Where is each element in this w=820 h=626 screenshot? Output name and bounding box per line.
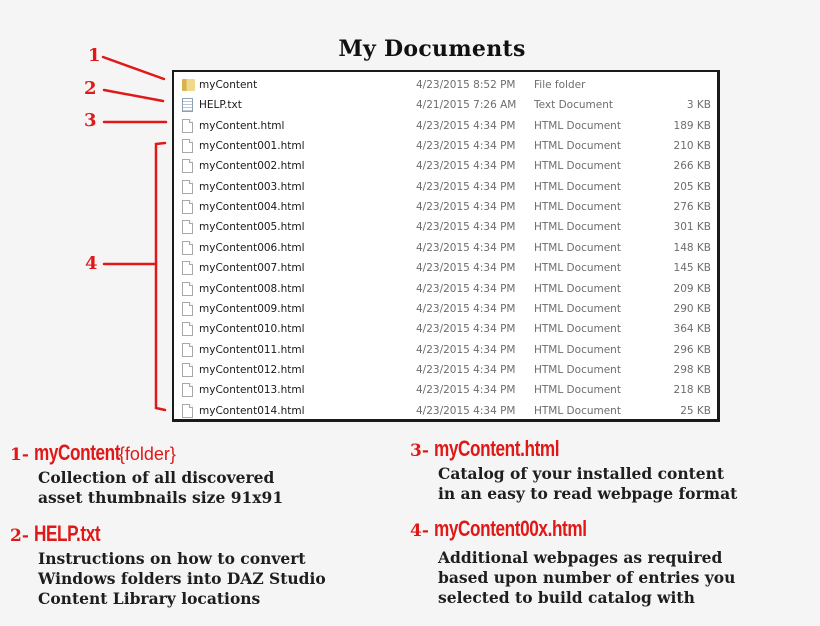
description-line: Windows folders into DAZ Studio xyxy=(38,569,326,588)
file-date: 4/23/2015 4:34 PM xyxy=(416,404,516,417)
text-file-icon xyxy=(182,98,193,112)
description-line: in an easy to read webpage format xyxy=(438,484,738,503)
file-size: 148 KB xyxy=(673,241,711,254)
file-date: 4/23/2015 4:34 PM xyxy=(416,302,516,315)
description-number: 1- xyxy=(10,445,29,465)
file-row[interactable] xyxy=(174,238,717,258)
description-line: Collection of all discovered xyxy=(38,468,275,487)
file-row[interactable] xyxy=(174,279,717,299)
file-type: HTML Document xyxy=(534,343,621,356)
file-name[interactable]: myContent006.html xyxy=(199,241,305,254)
file-name[interactable]: myContent005.html xyxy=(199,221,305,234)
callout-2: 2 xyxy=(84,78,97,99)
file-type: HTML Document xyxy=(534,201,621,214)
file-name[interactable]: myContent008.html xyxy=(199,282,305,295)
file-date: 4/21/2015 7:26 AM xyxy=(416,99,517,112)
file-icon xyxy=(182,200,193,214)
description-line: asset thumbnails size 91x91 xyxy=(38,488,284,507)
description-title: myContent00x.html xyxy=(434,516,588,541)
description-line: Instructions on how to convert xyxy=(38,549,306,568)
file-size: 3 KB xyxy=(686,99,711,112)
description-number: 2- xyxy=(10,526,29,546)
file-type: HTML Document xyxy=(534,119,621,132)
file-size: 210 KB xyxy=(673,140,711,153)
description-1 xyxy=(10,440,283,508)
file-size: 290 KB xyxy=(673,302,711,315)
file-size: 209 KB xyxy=(673,282,711,295)
file-date: 4/23/2015 4:34 PM xyxy=(416,384,516,397)
file-date: 4/23/2015 4:34 PM xyxy=(416,140,516,153)
file-size: 205 KB xyxy=(673,180,711,193)
file-icon xyxy=(182,302,193,316)
file-row[interactable] xyxy=(174,380,717,400)
page-title: My Documents xyxy=(338,36,526,62)
file-row[interactable] xyxy=(174,136,717,156)
file-name[interactable]: myContent xyxy=(199,79,258,91)
description-line: Additional webpages as required xyxy=(438,548,723,567)
file-icon xyxy=(182,241,193,255)
file-icon xyxy=(182,383,193,397)
file-row[interactable] xyxy=(174,75,717,95)
file-icon xyxy=(182,261,193,275)
file-date: 4/23/2015 4:34 PM xyxy=(416,241,516,254)
callout-3: 3 xyxy=(84,110,97,131)
file-type: HTML Document xyxy=(534,221,621,234)
description-line: selected to build catalog with xyxy=(438,588,695,607)
file-date: 4/23/2015 4:34 PM xyxy=(416,262,516,275)
file-row[interactable] xyxy=(174,319,717,339)
description-line: Content Library locations xyxy=(38,589,261,608)
file-row[interactable] xyxy=(174,401,717,421)
file-list xyxy=(172,70,720,422)
file-type: HTML Document xyxy=(534,140,621,153)
description-number: 3- xyxy=(410,441,429,461)
file-type: File folder xyxy=(534,79,586,91)
file-icon xyxy=(182,363,193,377)
file-date: 4/23/2015 4:34 PM xyxy=(416,343,516,356)
file-date: 4/23/2015 4:34 PM xyxy=(416,201,516,214)
file-type: HTML Document xyxy=(534,302,621,315)
description-2 xyxy=(10,521,326,609)
file-name[interactable]: myContent013.html xyxy=(199,384,305,397)
callout-1: 1 xyxy=(88,45,101,66)
description-body xyxy=(38,549,326,609)
description-line: Catalog of your installed content xyxy=(438,464,725,483)
file-name[interactable]: myContent010.html xyxy=(199,323,305,336)
file-type: Text Document xyxy=(534,99,613,112)
file-date: 4/23/2015 4:34 PM xyxy=(416,363,516,376)
file-type: HTML Document xyxy=(534,363,621,376)
file-date: 4/23/2015 8:52 PM xyxy=(416,79,516,91)
file-name[interactable]: myContent011.html xyxy=(199,343,305,356)
file-type: HTML Document xyxy=(534,323,621,336)
description-title: myContent xyxy=(34,440,121,465)
file-row[interactable] xyxy=(174,258,717,278)
file-size: 189 KB xyxy=(673,119,711,132)
file-size: 25 KB xyxy=(680,404,711,417)
file-row[interactable] xyxy=(174,156,717,176)
file-date: 4/23/2015 4:34 PM xyxy=(416,282,516,295)
file-size: 298 KB xyxy=(673,363,711,376)
description-title: HELP.txt xyxy=(34,521,101,546)
description-body xyxy=(438,548,735,608)
file-size: 145 KB xyxy=(673,262,711,275)
callout-4: 4 xyxy=(85,253,98,274)
file-name[interactable]: myContent.html xyxy=(199,119,285,132)
file-row[interactable] xyxy=(174,299,717,319)
file-date: 4/23/2015 4:34 PM xyxy=(416,323,516,336)
file-type: HTML Document xyxy=(534,282,621,295)
file-name[interactable]: myContent009.html xyxy=(199,302,305,315)
file-icon xyxy=(182,139,193,153)
description-body xyxy=(438,464,737,504)
file-row[interactable] xyxy=(174,340,717,360)
description-suffix: {folder} xyxy=(118,444,176,464)
file-size: 301 KB xyxy=(673,221,711,234)
file-type: HTML Document xyxy=(534,160,621,173)
description-body xyxy=(38,468,283,508)
file-date: 4/23/2015 4:34 PM xyxy=(416,119,516,132)
file-size: 266 KB xyxy=(673,160,711,173)
description-title: myContent.html xyxy=(434,436,560,461)
description-number: 4- xyxy=(410,521,429,541)
file-type: HTML Document xyxy=(534,384,621,397)
file-icon xyxy=(182,322,193,336)
file-row[interactable] xyxy=(174,360,717,380)
file-type: HTML Document xyxy=(534,180,621,193)
file-icon xyxy=(182,404,193,418)
file-icon xyxy=(182,159,193,173)
file-icon xyxy=(182,282,193,296)
file-type: HTML Document xyxy=(534,241,621,254)
file-row[interactable] xyxy=(174,95,717,115)
file-name[interactable]: myContent014.html xyxy=(199,404,305,417)
file-icon xyxy=(182,119,193,133)
file-size: 218 KB xyxy=(673,384,711,397)
description-line: based upon number of entries you xyxy=(438,568,736,587)
file-date: 4/23/2015 4:34 PM xyxy=(416,160,516,173)
file-size: 276 KB xyxy=(673,201,711,214)
file-name[interactable]: myContent012.html xyxy=(199,363,305,376)
file-name[interactable]: myContent007.html xyxy=(199,262,305,275)
file-type: HTML Document xyxy=(534,404,621,417)
folder-icon xyxy=(182,79,195,91)
file-type: HTML Document xyxy=(534,262,621,275)
file-name[interactable]: myContent002.html xyxy=(199,160,305,173)
file-row[interactable] xyxy=(174,217,717,237)
file-size: 364 KB xyxy=(673,323,711,336)
file-name[interactable]: HELP.txt xyxy=(199,99,242,112)
description-3 xyxy=(410,436,737,504)
file-row[interactable] xyxy=(174,177,717,197)
file-name[interactable]: myContent004.html xyxy=(199,201,305,214)
file-row[interactable] xyxy=(174,197,717,217)
file-row[interactable] xyxy=(174,116,717,136)
description-4 xyxy=(410,516,735,608)
file-date: 4/23/2015 4:34 PM xyxy=(416,221,516,234)
file-name[interactable]: myContent001.html xyxy=(199,140,305,153)
file-icon xyxy=(182,220,193,234)
file-name[interactable]: myContent003.html xyxy=(199,180,305,193)
file-icon xyxy=(182,180,193,194)
file-size: 296 KB xyxy=(673,343,711,356)
file-date: 4/23/2015 4:34 PM xyxy=(416,180,516,193)
file-icon xyxy=(182,343,193,357)
